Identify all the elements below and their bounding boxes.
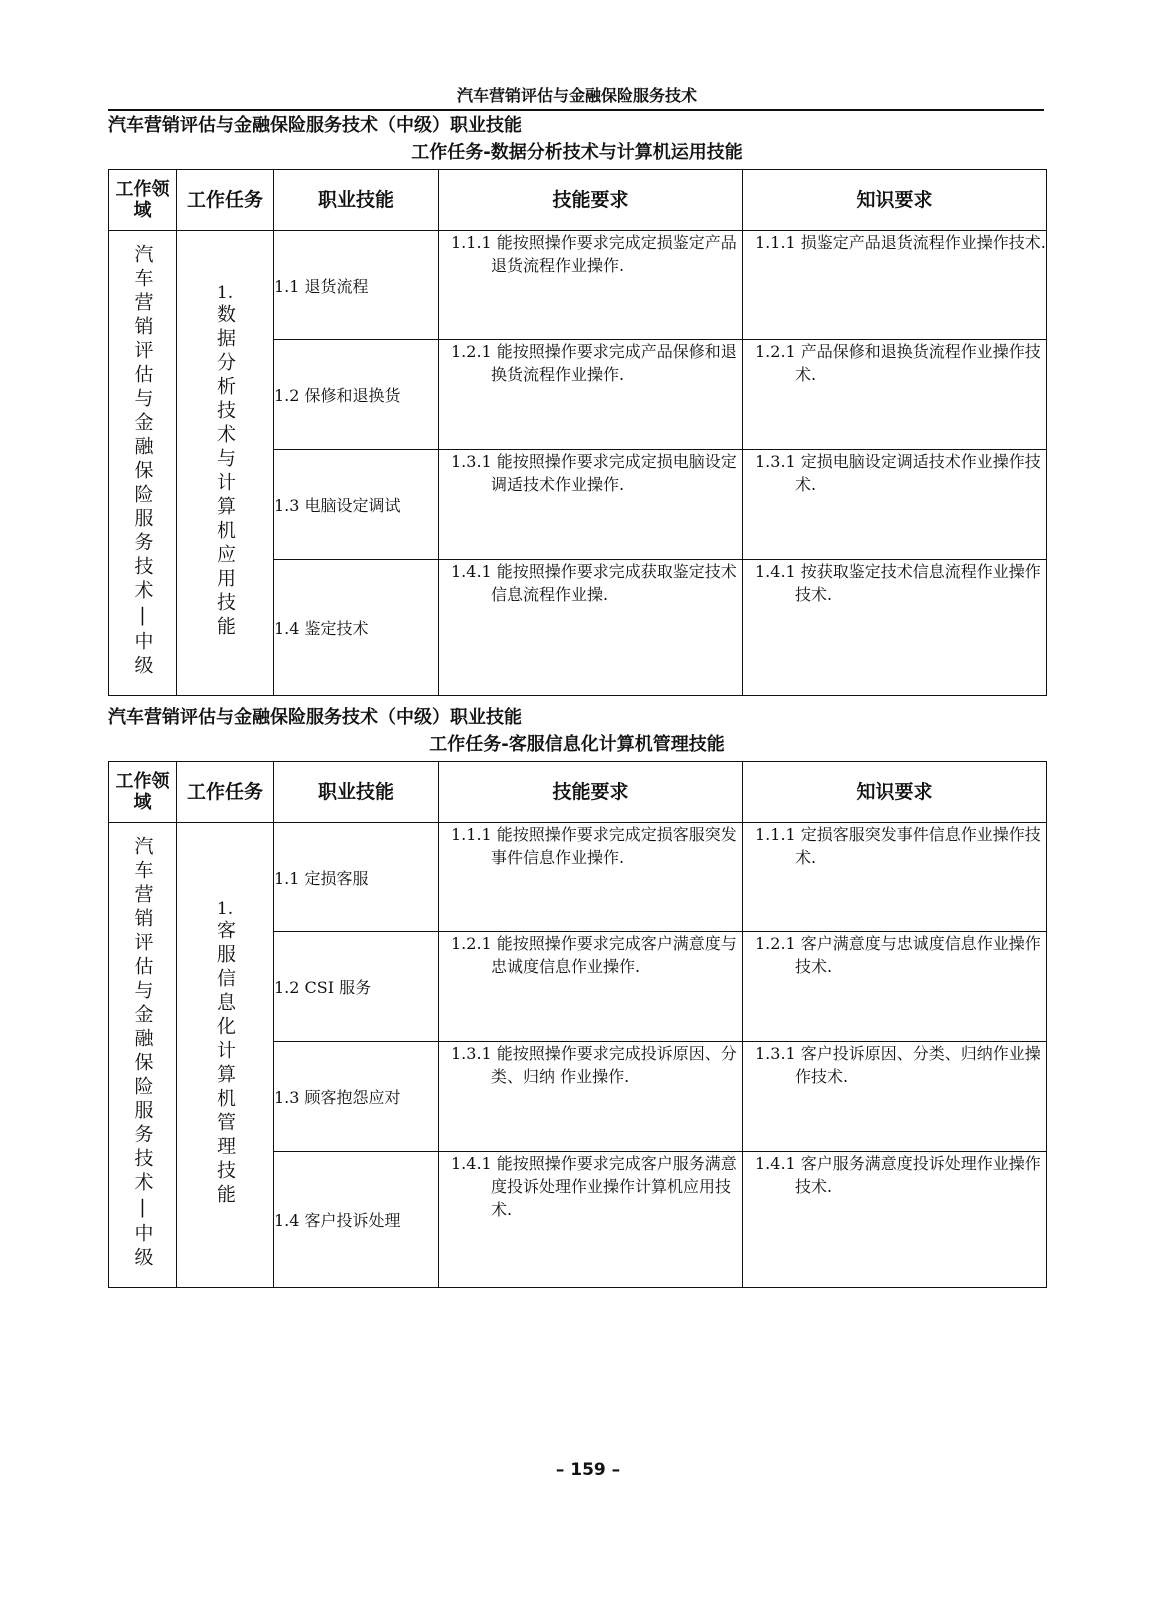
skill-requirement-text: 1.3.1 能按照操作要求完成定损电脑设定调适技术作业操作.: [451, 452, 737, 494]
column-header-knowledge-req: 知识要求: [743, 762, 1047, 823]
skill-requirement-cell: [439, 450, 743, 560]
section-data-analysis: [108, 113, 1046, 696]
work-task-cell: [177, 823, 274, 1288]
knowledge-requirement-text: 1.3.1 定损电脑设定调适技术作业操作技术.: [755, 452, 1041, 494]
skill-requirement-cell: [439, 1152, 743, 1288]
skill-requirement-cell: [439, 560, 743, 696]
section-subheading: 工作任务-数据分析技术与计算机运用技能: [411, 142, 743, 163]
skill-cell: 1.2 保修和退换货: [274, 340, 439, 450]
knowledge-requirement-cell: [743, 1152, 1047, 1288]
table-row: [109, 231, 1047, 340]
knowledge-requirement-text: 1.1.1 定损客服突发事件信息作业操作技术.: [755, 825, 1041, 867]
work-task-number: 1.: [216, 283, 234, 303]
knowledge-requirement-text: 1.2.1 产品保修和退换货流程作业操作技术.: [755, 342, 1041, 384]
knowledge-requirement-cell: [743, 932, 1047, 1042]
column-header-task: 工作任务: [177, 762, 274, 823]
skill-requirement-cell: [439, 1042, 743, 1152]
skill-requirement-text: 1.2.1 能按照操作要求完成客户满意度与忠诚度信息作业操作.: [451, 934, 737, 976]
table-row: [109, 823, 1047, 932]
section-customer-service: [108, 705, 1046, 1288]
knowledge-requirement-text: 1.2.1 客户满意度与忠诚度信息作业操作技术.: [755, 934, 1041, 976]
column-header-skill: 职业技能: [274, 762, 439, 823]
knowledge-requirement-cell: [743, 450, 1047, 560]
skill-cell: 1.4 客户投诉处理: [274, 1152, 439, 1288]
skill-cell: 1.1 退货流程: [274, 231, 439, 340]
work-task-text: 数据分析技术与计算机应用技能: [214, 304, 236, 640]
skill-requirement-text: 1.4.1 能按照操作要求完成获取鉴定技术信息流程作业操.: [451, 562, 737, 604]
work-task-cell: [177, 231, 274, 696]
knowledge-requirement-cell: [743, 560, 1047, 696]
column-header-skill-req: 技能要求: [439, 170, 743, 231]
work-domain-cell: [109, 823, 177, 1288]
skill-requirement-cell: [439, 231, 743, 340]
skill-cell: 1.1 定损客服: [274, 823, 439, 932]
section-heading: 汽车营销评估与金融保险服务技术（中级）职业技能: [108, 115, 522, 136]
knowledge-requirement-cell: [743, 340, 1047, 450]
skill-requirement-cell: [439, 823, 743, 932]
skill-requirement-text: 1.3.1 能按照操作要求完成投诉原因、分类、归纳 作业操作.: [451, 1044, 737, 1086]
knowledge-requirement-cell: [743, 1042, 1047, 1152]
knowledge-requirement-cell: [743, 823, 1047, 932]
skill-requirement-cell: [439, 932, 743, 1042]
section-heading: 汽车营销评估与金融保险服务技术（中级）职业技能: [108, 707, 522, 728]
work-domain-text: 汽车营销评估与金融保险服务技术|中级: [131, 835, 154, 1271]
page-number: – 159 –: [555, 1460, 621, 1480]
knowledge-requirement-cell: [743, 231, 1047, 340]
column-header-knowledge-req: 知识要求: [743, 170, 1047, 231]
table-header-row: [109, 170, 1047, 231]
work-task-text: 客服信息化计算机管理技能: [214, 920, 236, 1208]
column-header-domain: 工作领域: [109, 762, 177, 823]
knowledge-requirement-text: 1.3.1 客户投诉原因、分类、归纳作业操作技术.: [755, 1044, 1041, 1086]
column-header-skill-req: 技能要求: [439, 762, 743, 823]
work-domain-text: 汽车营销评估与金融保险服务技术|中级: [131, 243, 154, 679]
column-header-skill: 职业技能: [274, 170, 439, 231]
skill-requirement-cell: [439, 340, 743, 450]
column-header-domain: 工作领域: [109, 170, 177, 231]
skill-requirement-text: 1.1.1 能按照操作要求完成定损客服突发事件信息作业操作.: [451, 825, 737, 867]
skills-table: [108, 761, 1047, 1288]
skills-table: [108, 169, 1047, 696]
skill-cell: 1.3 电脑设定调试: [274, 450, 439, 560]
knowledge-requirement-text: 1.1.1 损鉴定产品退货流程作业操作技术.: [755, 233, 1046, 252]
skill-requirement-text: 1.1.1 能按照操作要求完成定损鉴定产品退货流程作业操作.: [451, 233, 737, 275]
skill-cell: 1.2 CSI 服务: [274, 932, 439, 1042]
table-header-row: [109, 762, 1047, 823]
work-task-number: 1.: [216, 899, 234, 919]
work-domain-cell: [109, 231, 177, 696]
skill-cell: 1.3 顾客抱怨应对: [274, 1042, 439, 1152]
skill-cell: 1.4 鉴定技术: [274, 560, 439, 696]
section-subheading: 工作任务-客服信息化计算机管理技能: [429, 734, 725, 755]
skill-requirement-text: 1.4.1 能按照操作要求完成客户服务满意度投诉处理作业操作计算机应用技术.: [451, 1154, 737, 1219]
header-rule: [108, 109, 1044, 111]
knowledge-requirement-text: 1.4.1 按获取鉴定技术信息流程作业操作技术.: [755, 562, 1041, 604]
skill-requirement-text: 1.2.1 能按照操作要求完成产品保修和退换货流程作业操作.: [451, 342, 737, 384]
running-header: 汽车营销评估与金融保险服务技术: [456, 86, 697, 105]
knowledge-requirement-text: 1.4.1 客户服务满意度投诉处理作业操作技术.: [755, 1154, 1041, 1196]
column-header-task: 工作任务: [177, 170, 274, 231]
